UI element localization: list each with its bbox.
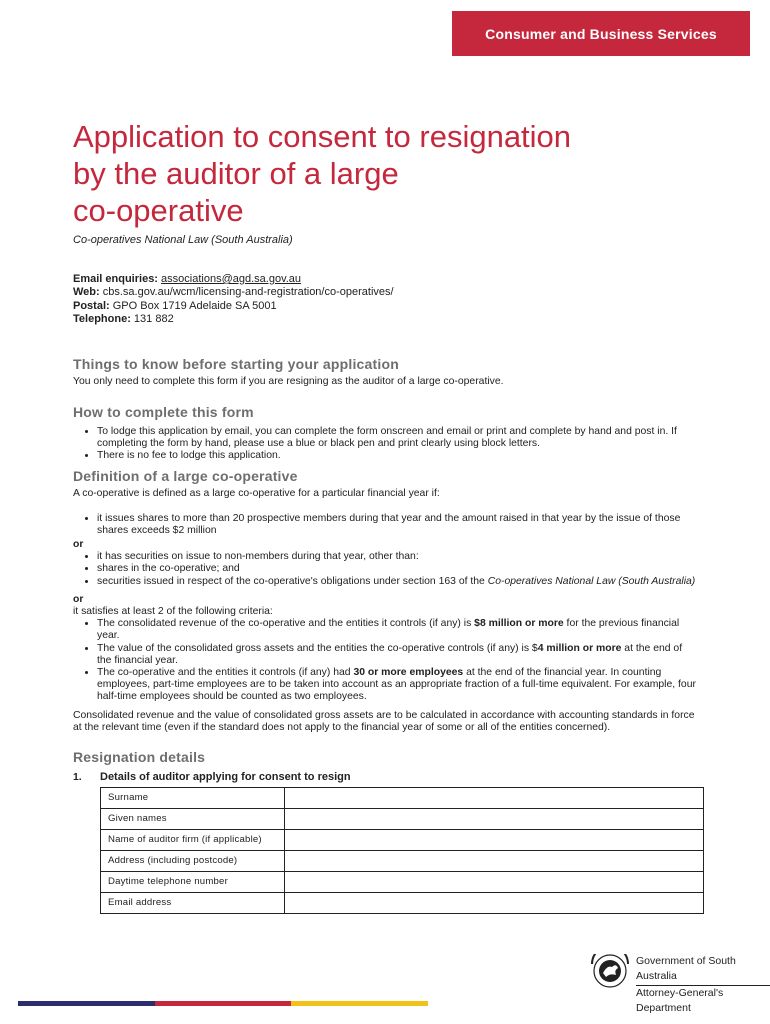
- list-item: [97, 643, 698, 667]
- table-row: [101, 809, 704, 830]
- list-item: [97, 576, 698, 588]
- address-field[interactable]: [285, 851, 704, 872]
- list-item-text: The value of the consolidated gross assets and the entities the co-operative controls (if any) is $: [97, 642, 538, 654]
- things-to-know-text: You only need to complete this form if you are resigning as the auditor of a large co-operative.: [73, 376, 504, 388]
- government-crest-icon: [586, 954, 638, 988]
- criterion-a-list: [73, 513, 698, 537]
- criterion-b-list: [73, 551, 698, 588]
- page-title: [73, 118, 571, 229]
- table-row: [101, 851, 704, 872]
- given-names-field[interactable]: [285, 809, 704, 830]
- gov-line-2: Attorney-General's Department: [636, 987, 724, 1014]
- title-line-1: Application to consent to resignation: [73, 119, 572, 154]
- list-item: • it issues shares to more than 20 prospective members during that year and the amount raised in that year by the issue of those shares exceeds $2 million: [97, 513, 698, 537]
- email-row: [73, 273, 394, 286]
- closing-paragraph: Consolidated revenue and the value of consolidated gross assets are to be calculated in accordance with accounting standards in force at the relevant time (even if the standard does not apply to the financial year of some or all of the entities concerned).: [73, 709, 695, 733]
- telephone-value: 131 882: [133, 313, 174, 326]
- web-row: [73, 286, 394, 299]
- list-item-emphasis: 30 or more employees: [353, 667, 464, 679]
- question-number: 1.: [73, 772, 82, 784]
- law-reference: Co-operatives National Law (South Australia): [487, 575, 696, 587]
- list-item-emphasis: $8 million or more: [474, 618, 564, 630]
- surname-field[interactable]: [285, 788, 704, 809]
- definition-intro: A co-operative is defined as a large co-operative for a particular financial year if:: [73, 488, 440, 500]
- field-label-email: Email address: [101, 893, 285, 914]
- list-item-text: for the previous financial year.: [97, 618, 680, 642]
- list-item: • shares in the co-operative; and: [97, 563, 698, 575]
- web-link[interactable]: cbs.sa.gov.au/wcm/licensing-and-registration/co-operatives/: [102, 286, 394, 299]
- list-item-text: at the end of the financial year.: [97, 642, 683, 666]
- email-link[interactable]: associations@agd.sa.gov.au: [161, 273, 302, 285]
- telephone-row: [73, 313, 394, 326]
- or-separator: or: [73, 539, 84, 551]
- postal-label: Postal:: [73, 299, 110, 312]
- email-field[interactable]: [285, 893, 704, 914]
- list-item-text: securities issued in respect of the co-operative's obligations under section 163 of the: [97, 575, 488, 587]
- definition-heading: Definition of a large co-operative: [73, 468, 298, 485]
- resignation-heading: Resignation details: [73, 749, 206, 766]
- law-subtitle: Co-operatives National Law (South Australia): [73, 234, 293, 246]
- telephone-field[interactable]: [285, 872, 704, 893]
- title-line-2: by the auditor of a large: [73, 156, 399, 191]
- postal-row: [73, 300, 394, 313]
- government-logo: [636, 954, 770, 1016]
- how-to-complete-heading: How to complete this form: [73, 404, 254, 421]
- web-label: Web:: [73, 286, 100, 299]
- stripe-yellow: [291, 1001, 428, 1006]
- list-item: • There is no fee to lodge this application.: [97, 450, 698, 462]
- field-label-address: Address (including postcode): [101, 851, 285, 872]
- auditor-firm-field[interactable]: [285, 830, 704, 851]
- form-content: [73, 358, 698, 914]
- list-item-emphasis: 4 million or more: [537, 642, 622, 654]
- list-item: [97, 667, 698, 704]
- table-row: [101, 893, 704, 914]
- email-label: Email enquiries:: [73, 273, 158, 285]
- table-row: [101, 872, 704, 893]
- footer-stripe: [18, 1001, 428, 1006]
- auditor-details-table: [100, 787, 704, 914]
- question-title: Details of auditor applying for consent to resign: [100, 771, 351, 784]
- list-item: • To lodge this application by email, you can complete the form onscreen and email or print and complete by hand and post in. If completing the form by hand, please use a blue or black pen and print clearly using block letters.: [97, 426, 698, 450]
- stripe-red: [155, 1001, 291, 1006]
- telephone-label: Telephone:: [73, 313, 131, 326]
- postal-value: GPO Box 1719 Adelaide SA 5001: [112, 299, 277, 312]
- stripe-navy: [18, 1001, 155, 1006]
- field-label-surname: Surname: [101, 788, 285, 809]
- field-label-given-names: Given names: [101, 809, 285, 830]
- or-separator: or: [73, 593, 84, 605]
- list-item: • it has securities on issue to non-members during that year, other than:: [97, 551, 698, 563]
- table-row: [101, 788, 704, 809]
- criteria-intro: it satisfies at least 2 of the following criteria:: [73, 606, 273, 618]
- table-row: [101, 830, 704, 851]
- list-item-text: The consolidated revenue of the co-operative and the entities it controls (if any) is: [97, 618, 475, 630]
- gov-line-1: Government of South Australia: [636, 954, 770, 986]
- question-1-header: [73, 771, 698, 784]
- list-item: [97, 618, 698, 642]
- contact-details: [73, 273, 394, 327]
- title-line-3: co-operative: [73, 193, 244, 228]
- field-label-telephone: Daytime telephone number: [101, 872, 285, 893]
- list-item-text: at the end of the financial year. In counting employees, part-time employees are to be taken into account as an appropriate fraction of a full-time equivalent. For example, four half-time employees should be counted as two employees.: [97, 667, 696, 703]
- field-label-auditor-firm: Name of auditor firm (if applicable): [101, 830, 285, 851]
- cbs-banner: Consumer and Business Services: [452, 11, 750, 56]
- things-to-know-heading: Things to know before starting your application: [73, 356, 399, 372]
- list-item-text: The co-operative and the entities it controls (if any) had: [97, 667, 354, 679]
- criteria-list: [73, 618, 698, 703]
- how-to-complete-list: [73, 426, 698, 463]
